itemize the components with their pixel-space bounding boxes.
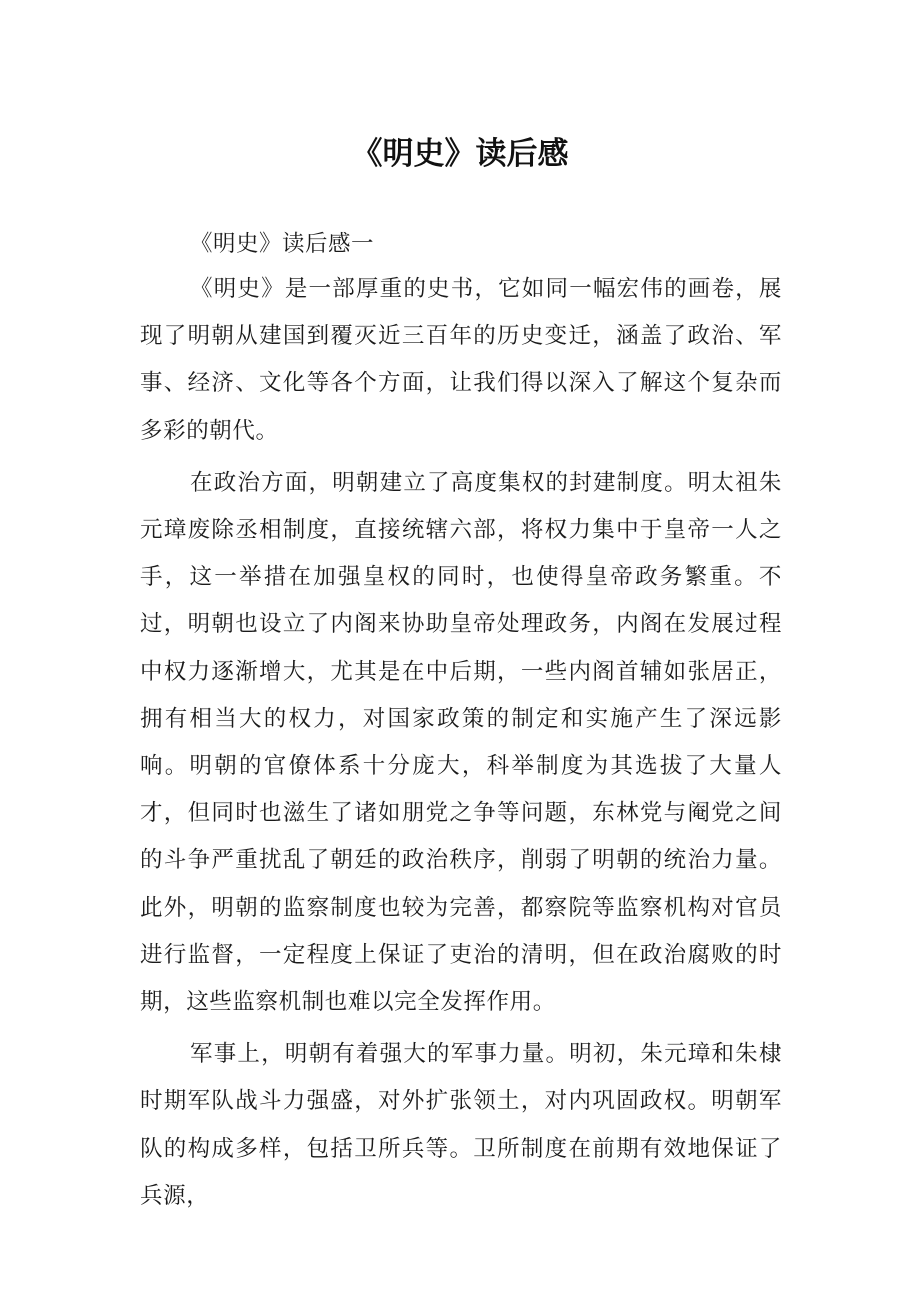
paragraph-intro: 《明史》是一部厚重的史书，它如同一幅宏伟的画卷，展现了明朝从建国到覆灭近三百年的历史变迁，涵盖了政治、军事、经济、文化等各个方面，让我们得以深入了解这个复杂而多彩的朝代。 — [140, 276, 782, 444]
document-body — [140, 222, 782, 1220]
section-heading: 《明史》读后感一 — [190, 231, 375, 257]
document-title: 《明史》读后感 — [351, 136, 569, 172]
paragraph-military: 军事上，明朝有着强大的军事力量。明初，朱元璋和朱棣时期军队战斗力强盛，对外扩张领土，对内巩固政权。明朝军队的构成多样，包括卫所兵等。卫所制度在前期有效地保证了兵源， — [140, 1041, 782, 1209]
paragraph-politics: 在政治方面，明朝建立了高度集权的封建制度。明太祖朱元璋废除丞相制度，直接统辖六部，将权力集中于皇帝一人之手，这一举措在加强皇权的同时，也使得皇帝政务繁重。不过，明朝也设立了内阁来协助皇帝处理政务，内阁在发展过程中权力逐渐增大，尤其是在中后期，一些内阁首辅如张居正，拥有相当大的权力，对国家政策的制定和实施产生了深远影响。明朝的官僚体系十分庞大，科举制度为其选拔了大量人才，但同时也滋生了诸如朋党之争等问题，东林党与阉党之间的斗争严重扰乱了朝廷的政治秩序，削弱了明朝的统治力量。此外，明朝的监察制度也较为完善，都察院等监察机构对官员进行监督，一定程度上保证了吏治的清明，但在政治腐败的时期，这些监察机制也难以完全发挥作用。 — [140, 469, 782, 1016]
